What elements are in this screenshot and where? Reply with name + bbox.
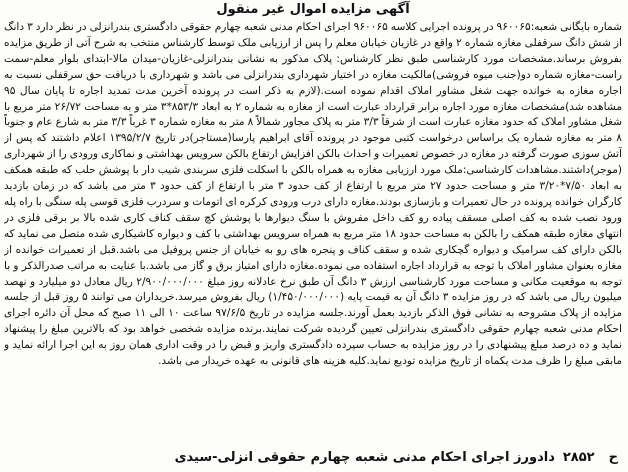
footer-signature: دادورز اجرای احکام مدنی شعبه چهارم حقوقی انزلی-سیدی	[174, 449, 555, 465]
notice-footer	[6, 446, 618, 468]
footer-code: ۲۸۵۲	[562, 449, 595, 465]
footer-letter: ح	[608, 449, 618, 465]
notice-title: آگهی مزایده اموال غیر منقول	[216, 2, 410, 17]
notice-body: شماره بایگانی شعبه:۹۶۰۰۶۵ در پرونده اجرایی کلاسه ۹۶۰۰۶۵ اجرای احکام مدنی شعبه چهارم حقوقی دادگستری بندرانزلی در نظر دارد ۳ دانگ از شش دانگ سرقفلی مغازه شماره ۲ واقع در غازیان خیابان معلم را پس از ارزیابی ملک توسط کارشناس منتخب به شرح آتی از طریق مزایده بفروش برساند.مشخصات مورد کارشناسی طبق نظر کارشناس: پلاک مذکور به نشانی بندرانزلی-غازیان-میدان مالا-ابتدای بلوار معلم-سمت راست-مغازه شماره دو(جنب میوه فروشی)مالکیت مغازه در اختیار شهرداری بندرانزلی می باشد و شهرداری با دریافت حق سرقفلی نسبت به اجاره مغازه به خوانده جهت شغل مشاور املاک اقدام نموده است.(لازم به ذکر است در پرونده آخرین مدت تمدید اجاره تا پایان سال ۹۵ مشاهده شد)مشخصات مغازه مورد اجاره برابر قرارداد عبارت است از مغازه به شماره ۲ به ابعاد ۸۵۳/۳*۳ متر و به مساحت ۲۶/۷۲ متر مربع با شغل مشاور املاک که حدود مغازه عبارت است از شرقاً ۳/۳ متر به پلاک مجاور شمالاً ۸ متر به مغازه شماره ۳ غرباً ۳/۳ متر به شارع عام و جنوباً ۸ متر به مغازه شماره یک براساس درخواست کتبی موجود در پرونده آقای ابراهیم پارسا(مستاجر)در تاریخ ۱۳۹۵/۲/۷ اعلام داشتند که پس از آتش سوزی صورت گرفته در مغازه در خصوص تعمیرات و احداث بالکن افزایش ارتفاع بالکن سرویس بهداشتی و نماکاری ورودی را از شهرداری (موجر)داشتند.مشاهدات کارشناسی:ملک مورد ارزیابی مغازه به همراه بالکن با اسکلت فلزی سربندی شیب دار با پوشش حلب که طبقه همکف به ابعاد ۷/۵۰*۳/۲۰ متر و مساحت حدود ۲۷ متر مربع با ارتفاع از کف حدود ۳ متر با ارتفاع از کف حدود ۳ متر می باشد که در زمان بازدید کارگران خوانده پرونده در حال تعمیرات و بازسازی بودند.مغازه دارای درب ورودی کرکره ای اتومات و سردرب فلزی قوسی پله سنگی با راه پله ورود نصب شده به کف اصلی مسقف پیاده رو کف داخل مفروش با سنگ دیوارها با پوشش کچ سقف کناف کاری شده بالا بر برقی فلزی در انتهای مغازه طبقه همکف را بالکن به مساحت حدود ۱۸ متر مربع به همراه سرویس بهداشتی با کف و دیواره کاشیکاری شده متصل می نماید که بالکن دارای کف سرامیک و دیواره گچکاری شده و سقف کناف و پنجره های رو به خیابان از جنس پروفیل می باشد.قبل از تعمیرات خوانده از مغازه بعنوان مشاور املاک با توجه به قرارداد اجاره استفاده می نموده.مغازه دارای امتیاز برق و گاز می باشد.با عنایت به مراتب صدرالذکر و با توجه به موقعیت مکانی و مساحت مورد کارشناسی ارزش ۳ دانگ آن طبق نرخ عادلانه روز مبلغ ۲/۹۰۰/۰۰۰/۰۰۰ ریال معادل دو میلیارد و نهصد میلیون ریال می باشد که در روز مزایده ۳ دانگ آن به قیمت پایه (۱/۴۵۰/۰۰۰/۰۰۰) ریال بفروش میرسد.خریداران می توانند ۵ روز قبل از جلسه مزایده از پلاک مشروحه به نشانی فوق الذکر بازدید بعمل آورند.جلسه مزایده در تاریخ ۹۷/۶/۵ ساعت ۱۰ الی ۱۱ صبح که محل آن دائره اجرای احکام مدنی شعبه چهارم حقوقی دادگستری بندرانزلی تعیین گردیده شرکت نمایند.برنده مزایده شخصی خواهد بود که بالاترین مبلغ را پیشنهاد نماید و ده درصد مبلغ پیشنهادی را در روز مزایده به حساب سپرده دادگستری واریز و قبض را در وقت اداری همان روز به این اجرا ارائه نماید و مابقی مبلغ را ظرف مدت یکماه از تاریخ مزایده تودیع نماید.کلیه هزینه های قانونی به عهده خریدار می باشد.	[4, 21, 622, 368]
